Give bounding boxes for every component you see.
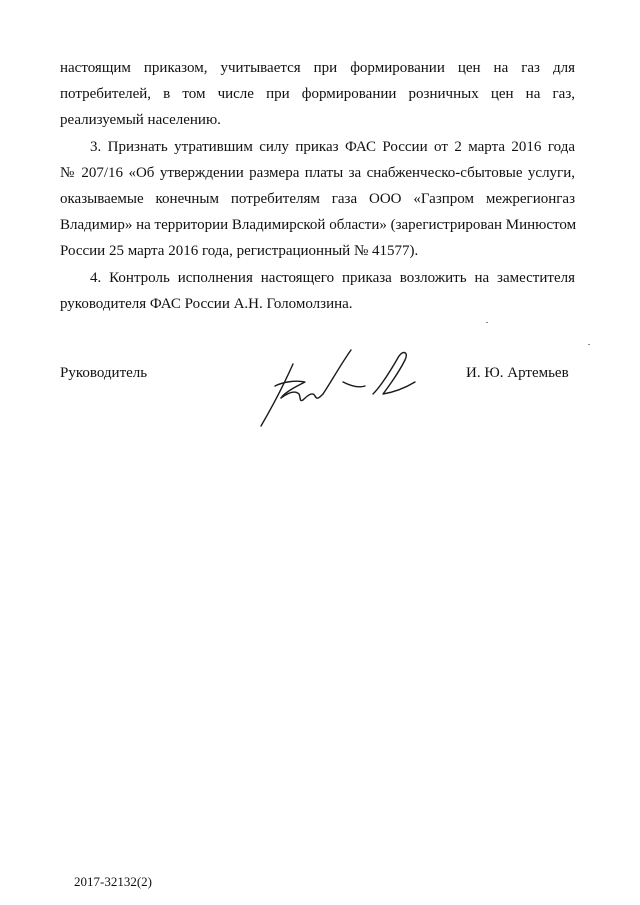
scan-speck <box>486 322 488 323</box>
item-3-line-1: 3. Признать утратившим силу приказ ФАС России от 2 марта 2016 года <box>90 139 575 155</box>
item-3-line-3: оказываемые конечным потребителям газа ООО «Газпром межрегионгаз <box>60 191 575 207</box>
scan-speck <box>588 344 590 345</box>
paragraph-continuation-line-2: потребителей, в том числе при формировании розничных цен на газ, <box>60 86 575 102</box>
item-3-line-4: Владимир» на территории Владимирской области» (зарегистрирован Минюстом <box>60 217 577 233</box>
paragraph-continuation-line-3: реализуемый населению. <box>60 112 221 128</box>
item-4-line-2: руководителя ФАС России А.Н. Голомолзина. <box>60 296 353 312</box>
signatory-title: Руководитель <box>60 365 148 381</box>
item-3-line-5: России 25 марта 2016 года, регистрационный № 41577). <box>60 243 419 259</box>
signatory-name: И. Ю. Артемьев <box>466 365 569 381</box>
item-3-line-2: № 207/16 «Об утверждении размера платы за снабженческо-сбытовые услуги, <box>60 165 575 181</box>
item-4-line-1: 4. Контроль исполнения настоящего приказа возложить на заместителя <box>90 270 575 286</box>
document-id: 2017-32132(2) <box>74 874 152 889</box>
handwritten-signature <box>255 342 425 432</box>
paragraph-continuation-line-1: настоящим приказом, учитывается при формировании цен на газ для <box>60 60 575 76</box>
